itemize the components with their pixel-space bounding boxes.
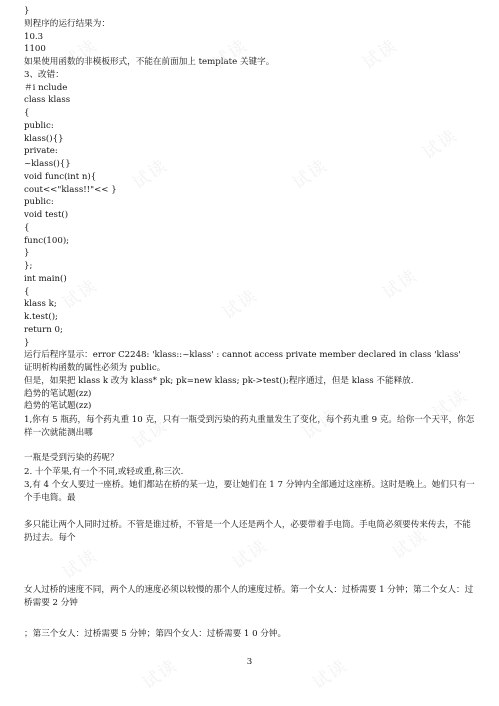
watermark: 试读 bbox=[229, 535, 272, 574]
watermark: 试读 bbox=[129, 415, 172, 454]
text-line: 如果使用函数的非模板形式，不能在前面加上 template 关键字。 bbox=[24, 57, 275, 67]
text-line: 3、改错： bbox=[24, 69, 64, 80]
watermark: 试读 bbox=[139, 655, 182, 694]
text-line: klass k; bbox=[24, 299, 57, 310]
paragraph-question-3-cont: 多只能让两个人同时过桥。不管是谁过桥，不管是一个人还是两个人，必要带着手电筒。手电筒必须要传来传去，不能扔过去。每个 bbox=[24, 520, 471, 543]
watermark: 试读 bbox=[429, 385, 472, 424]
watermark: 试读 bbox=[359, 35, 402, 74]
text-line: return 0; bbox=[24, 324, 63, 335]
watermark: 试读 bbox=[389, 525, 432, 564]
text-line: { bbox=[24, 286, 30, 297]
text-line: ~klass(){} bbox=[24, 159, 71, 169]
paragraph-question-3-cont-3: ；第三个女人：过桥需要 5 分钟；第四个女人：过桥需要 1 0 分钟。 bbox=[24, 629, 287, 639]
page-number: 3 bbox=[246, 657, 253, 667]
text-line: klass(){} bbox=[24, 133, 64, 144]
paragraph-question-3-cont-2: 女人过桥的速度不同，两个人的速度必须以较慢的那个人的速度过桥。第一个女人：过桥需要 1 分钟；第二个女人：过桥需要 2 分钟 bbox=[24, 585, 474, 608]
text-line: func(100); bbox=[24, 235, 70, 246]
text-line: public: bbox=[24, 120, 54, 131]
watermark: 试读 bbox=[309, 655, 352, 694]
text-line: k.test(); bbox=[24, 312, 58, 322]
text-line: 1100 bbox=[24, 44, 46, 55]
paragraph-question-1: 1,你有 5 瓶药，每个药丸重 10 克，只有一瓶受到污染的药丸重量发生了变化，每个药丸重 9 克。给你一个天平，你怎样一次就能测出哪 bbox=[24, 415, 475, 438]
text-line: 趋势的笔试题(zz) bbox=[24, 388, 92, 399]
text-line: cout<<"klass!!"<< } bbox=[24, 184, 117, 195]
text-line: } bbox=[24, 337, 30, 348]
watermark: 试读 bbox=[289, 155, 332, 194]
text-line: int main() bbox=[24, 273, 67, 284]
text-line: 趋势的笔试题(zz) bbox=[24, 401, 92, 412]
watermark: 试读 bbox=[219, 285, 262, 324]
text-line: ＃i nclude bbox=[24, 82, 68, 93]
watermark: 试读 bbox=[419, 125, 462, 164]
watermark: 试读 bbox=[129, 155, 172, 194]
watermark: 试读 bbox=[59, 275, 102, 314]
paragraph-question-1-cont: 一瓶是受到污染的药呢？ bbox=[24, 453, 119, 463]
text-line: private: bbox=[24, 146, 58, 157]
watermark: 试读 bbox=[379, 265, 422, 304]
text-line: }; bbox=[24, 261, 33, 271]
text-line: } bbox=[24, 6, 30, 16]
text-line: public: bbox=[24, 197, 54, 208]
text-line: { bbox=[24, 108, 30, 118]
text-line: 但是，如果把 klass k 改为 klass* pk; pk=new klass; pk->test();程序通过，但是 klass 不能释放. bbox=[24, 375, 414, 386]
watermark: 试读 bbox=[59, 35, 102, 74]
text-line: void func(int n){ bbox=[24, 171, 97, 182]
paragraph-question-3: 3,有 4 个女人要过一座桥。她们都站在桥的某一边，要让她们在 1 7 分钟内全部通过这座桥。这时是晚上。她们只有一个手电筒。最 bbox=[24, 480, 475, 503]
watermark: 试读 bbox=[299, 405, 342, 444]
paragraph-question-2: 2. 十个苹果,有一个不同,或轻或重,称三次. bbox=[24, 467, 184, 477]
text-line: 证明析构函数的属性必须为 public。 bbox=[24, 363, 166, 373]
text-line: class klass bbox=[24, 95, 71, 106]
text-line: 则程序的运行结果为： bbox=[24, 18, 110, 29]
text-line: } bbox=[24, 248, 30, 259]
text-line: 10.3 bbox=[24, 31, 44, 42]
watermark: 试读 bbox=[59, 545, 102, 584]
text-line: { bbox=[24, 222, 30, 233]
text-line: void test() bbox=[24, 210, 69, 220]
watermark: 试读 bbox=[209, 35, 252, 74]
text-line: 运行后程序显示：error C2248: 'klass::~klass' : cannot access private member declared in class 'klass' bbox=[24, 350, 461, 361]
